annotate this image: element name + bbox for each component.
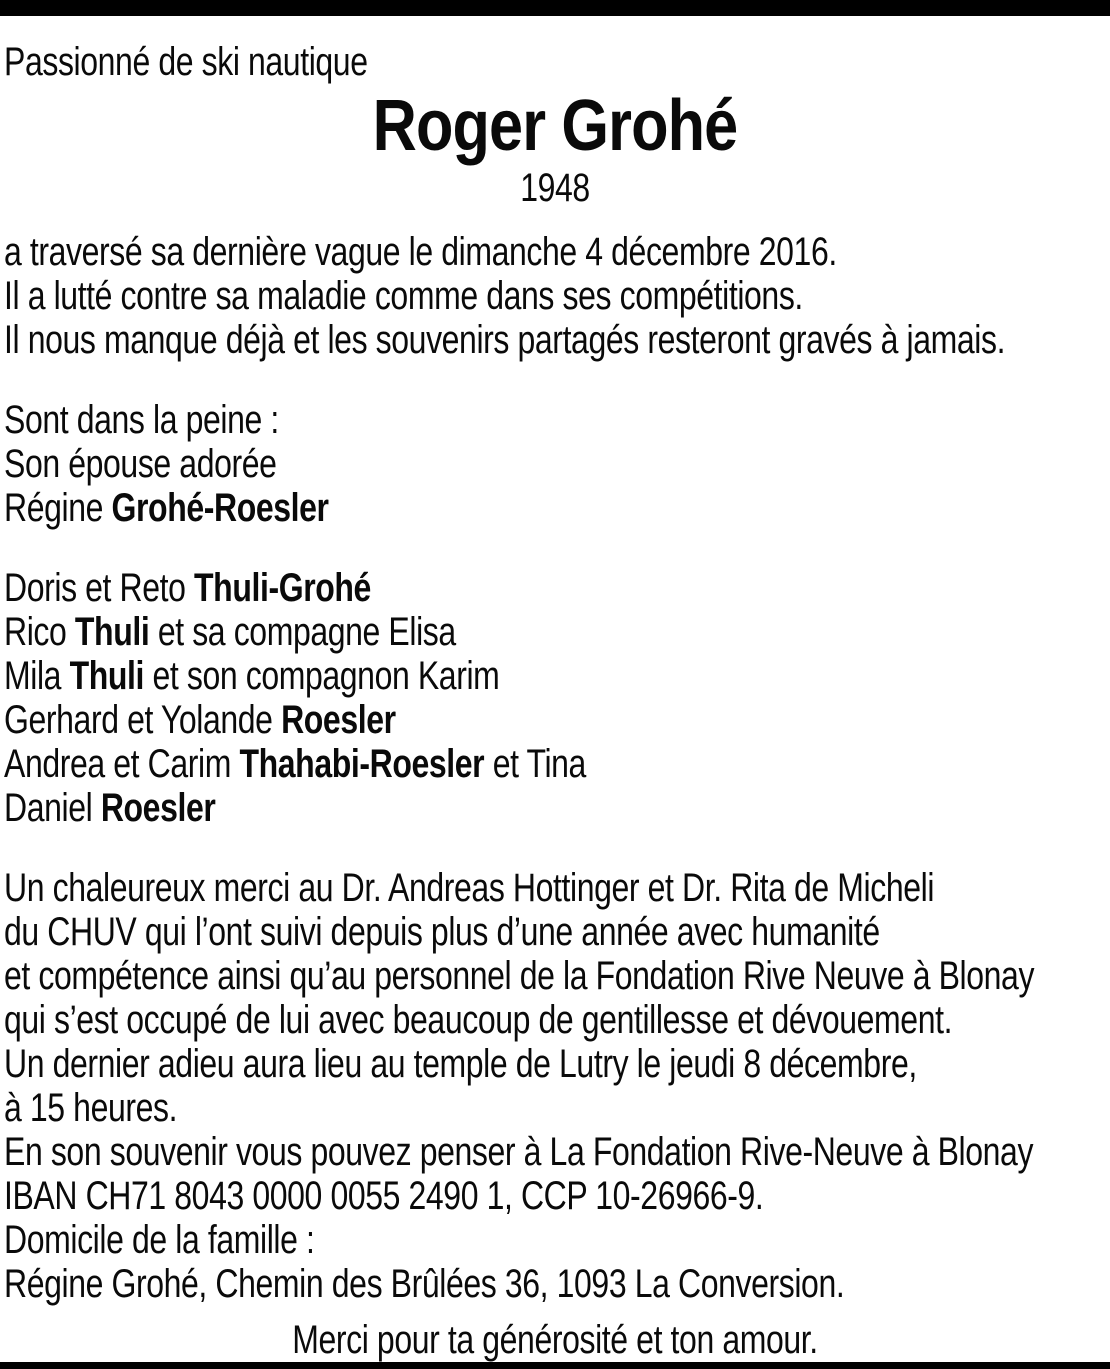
message-line: et compétence ainsi qu’au personnel de la Fondation Rive Neuve à Blonay	[4, 954, 1035, 998]
message-line: Un chaleureux merci au Dr. Andreas Hottinger et Dr. Rita de Micheli	[4, 866, 935, 910]
family-line-name: Roesler	[100, 786, 216, 830]
family-line	[4, 786, 886, 830]
family-line-name: Thuli	[74, 610, 150, 654]
spouse-intro-line: Son épouse adorée	[4, 442, 277, 486]
message-line: En son souvenir vous pouvez penser à La Fondation Rive-Neuve à Blonay	[4, 1130, 1034, 1174]
family-line-pre: Daniel	[4, 786, 101, 830]
spouse-line-name: Grohé-Roesler	[111, 486, 329, 530]
family-line-pre: Andrea et Carim	[4, 742, 240, 786]
obituary-content	[0, 40, 1110, 1362]
spouse-line-pre: Régine	[4, 486, 112, 530]
message-line: Un dernier adieu aura lieu au temple de Lutry le jeudi 8 décembre,	[4, 1042, 917, 1086]
family-line	[4, 742, 886, 786]
spouse-line	[4, 486, 886, 530]
intro-line: Il a lutté contre sa maladie comme dans ses compétitions.	[4, 274, 803, 318]
family-line-name: Thuli-Grohé	[194, 566, 371, 610]
family-line-pre: Rico	[4, 610, 75, 654]
family-line-pre: Mila	[4, 654, 70, 698]
family-line-name: Roesler	[281, 698, 396, 742]
kicker-line: Passionné de ski nautique	[4, 40, 368, 84]
family-line-post: et son compagnon Karim	[143, 654, 500, 698]
top-rule	[0, 0, 1110, 16]
message-section	[4, 866, 1106, 1306]
message-line: Domicile de la famille :	[4, 1218, 315, 1262]
family-line	[4, 698, 886, 742]
bottom-rule	[0, 1362, 1110, 1369]
mourning-section	[4, 398, 1106, 830]
deceased-name: Roger Grohé	[372, 86, 738, 166]
message-line: Régine Grohé, Chemin des Brûlées 36, 1093 La Conversion.	[4, 1262, 845, 1306]
family-line-name: Thahabi-Roesler	[239, 742, 485, 786]
spacer	[4, 830, 1106, 866]
family-line-post: et Tina	[484, 742, 586, 786]
family-line-post: et sa compagne Elisa	[149, 610, 456, 654]
message-line: du CHUV qui l’ont suivi depuis plus d’une année avec humanité	[4, 910, 880, 954]
family-line	[4, 566, 886, 610]
family-line-pre: Gerhard et Yolande	[4, 698, 282, 742]
intro-paragraph	[4, 230, 1106, 362]
spacer	[4, 530, 1106, 566]
family-line	[4, 610, 886, 654]
family-line-name: Thuli	[69, 654, 144, 698]
mourning-heading: Sont dans la peine :	[4, 398, 279, 442]
message-line: à 15 heures.	[4, 1086, 178, 1130]
message-line: IBAN CH71 8043 0000 0055 2490 1, CCP 10-26966-9.	[4, 1174, 764, 1218]
intro-line: a traversé sa dernière vague le dimanche 4 décembre 2016.	[4, 230, 837, 274]
birth-year: 1948	[520, 166, 590, 210]
spacer	[4, 1306, 1106, 1318]
message-line: qui s’est occupé de lui avec beaucoup de gentillesse et dévouement.	[4, 998, 953, 1042]
family-line-pre: Doris et Reto	[4, 566, 195, 610]
closing-line: Merci pour ta générosité et ton amour.	[292, 1318, 818, 1362]
spacer	[4, 362, 1106, 398]
family-line	[4, 654, 886, 698]
intro-line: Il nous manque déjà et les souvenirs partagés resteront gravés à jamais.	[4, 318, 1006, 362]
